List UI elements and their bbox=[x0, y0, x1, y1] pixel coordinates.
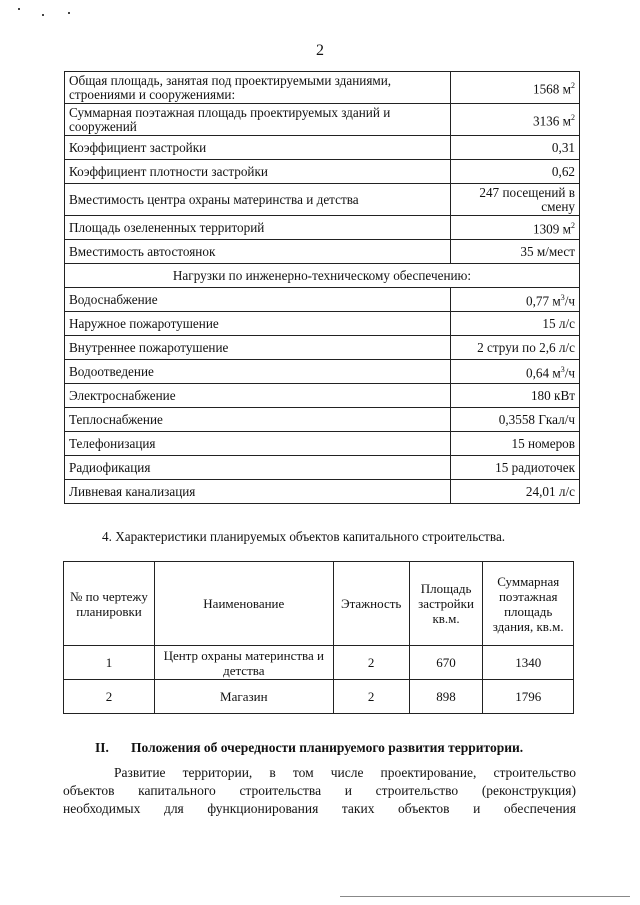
load-row bbox=[65, 288, 580, 312]
param-value: 180 кВт bbox=[451, 384, 580, 408]
param-value: 0,62 bbox=[451, 160, 580, 184]
load-row bbox=[65, 456, 580, 480]
param-row bbox=[65, 136, 580, 160]
param-value: 3136 $м^2$ bbox=[451, 104, 580, 136]
param-value: 15 радиоточек bbox=[451, 456, 580, 480]
page-number: 2 bbox=[316, 42, 324, 59]
table-cell: 1340 bbox=[483, 646, 574, 680]
table-cell: Центр охраны материнства и детства bbox=[154, 646, 333, 680]
param-label: Коэффициент плотности застройки bbox=[65, 160, 451, 184]
load-label: Телефонизация bbox=[65, 432, 451, 456]
table-row bbox=[64, 680, 574, 714]
load-label: Наружное пожаротушение bbox=[65, 312, 451, 336]
column-header: Наименование bbox=[154, 562, 333, 646]
column-header: Площадь застройки кв.м. bbox=[409, 562, 483, 646]
paragraph-line: объектов капитального строительства и строительство (реконструкция) bbox=[63, 783, 576, 798]
load-label: Ливневая канализация bbox=[65, 480, 451, 504]
load-row bbox=[65, 360, 580, 384]
load-row bbox=[65, 432, 580, 456]
param-value: 247 посещений в смену bbox=[451, 184, 580, 216]
loads-header: Нагрузки по инженерно-техническому обеспечению: bbox=[65, 264, 580, 288]
load-label: Водоотведение bbox=[65, 360, 451, 384]
param-value: 0,77 $м^3/ч$ bbox=[451, 288, 580, 312]
objects-table bbox=[63, 561, 574, 714]
param-label: Общая площадь, занятая под проектируемыми зданиями, строениями и сооружениями: bbox=[65, 72, 451, 104]
param-row bbox=[65, 160, 580, 184]
param-value: 24,01 л/с bbox=[451, 480, 580, 504]
param-row bbox=[65, 72, 580, 104]
load-label: Внутреннее пожаротушение bbox=[65, 336, 451, 360]
table-cell: 898 bbox=[409, 680, 483, 714]
param-value: 1309 $м^2$ bbox=[451, 216, 580, 240]
param-label: Площадь озелененных территорий bbox=[65, 216, 451, 240]
load-label: Электроснабжение bbox=[65, 384, 451, 408]
param-value: 0,31 bbox=[451, 136, 580, 160]
param-value: 15 номеров bbox=[451, 432, 580, 456]
param-label: Вместимость автостоянок bbox=[65, 240, 451, 264]
load-row bbox=[65, 480, 580, 504]
column-header: Суммарная поэтажная площадь здания, кв.м. bbox=[483, 562, 574, 646]
param-value: 35 м/мест bbox=[451, 240, 580, 264]
param-value: 15 л/с bbox=[451, 312, 580, 336]
section-title: Положения об очередности планируемого развития территории. bbox=[131, 740, 524, 755]
table-cell: 1796 bbox=[483, 680, 574, 714]
column-header: № по чертежу планировки bbox=[64, 562, 155, 646]
param-row bbox=[65, 184, 580, 216]
table-cell: 1 bbox=[64, 646, 155, 680]
table-cell: 2 bbox=[333, 646, 409, 680]
objects-caption: 4. Характеристики планируемых объектов капитального строительства. bbox=[102, 529, 506, 544]
section-number: II. bbox=[95, 740, 109, 755]
param-label: Вместимость центра охраны материнства и детства bbox=[65, 184, 451, 216]
load-row bbox=[65, 312, 580, 336]
table-cell: 2 bbox=[333, 680, 409, 714]
load-label: Водоснабжение bbox=[65, 288, 451, 312]
param-label: Коэффициент застройки bbox=[65, 136, 451, 160]
load-row bbox=[65, 408, 580, 432]
paragraph-line: Развитие территории, в том числе проектирование, строительство bbox=[114, 765, 576, 780]
table-cell: 2 bbox=[64, 680, 155, 714]
param-row bbox=[65, 240, 580, 264]
section-heading bbox=[95, 740, 523, 756]
param-value: 0,3558 Гкал/ч bbox=[451, 408, 580, 432]
page-bottom-line bbox=[340, 896, 630, 897]
load-row bbox=[65, 336, 580, 360]
param-value: 2 струи по 2,6 л/с bbox=[451, 336, 580, 360]
load-label: Радиофикация bbox=[65, 456, 451, 480]
column-header: Этажность bbox=[333, 562, 409, 646]
param-row bbox=[65, 216, 580, 240]
param-value: 1568 $м^2$ bbox=[451, 72, 580, 104]
param-label: Суммарная поэтажная площадь проектируемых зданий и сооружений bbox=[65, 104, 451, 136]
table-row bbox=[64, 646, 574, 680]
param-value: 0,64 $м^3/ч$ bbox=[451, 360, 580, 384]
load-row bbox=[65, 384, 580, 408]
param-row bbox=[65, 104, 580, 136]
parameters-table bbox=[64, 71, 580, 504]
paragraph-line: необходимых для функционирования таких объектов и обеспечения bbox=[63, 801, 576, 816]
table-cell: 670 bbox=[409, 646, 483, 680]
load-label: Теплоснабжение bbox=[65, 408, 451, 432]
table-cell: Магазин bbox=[154, 680, 333, 714]
